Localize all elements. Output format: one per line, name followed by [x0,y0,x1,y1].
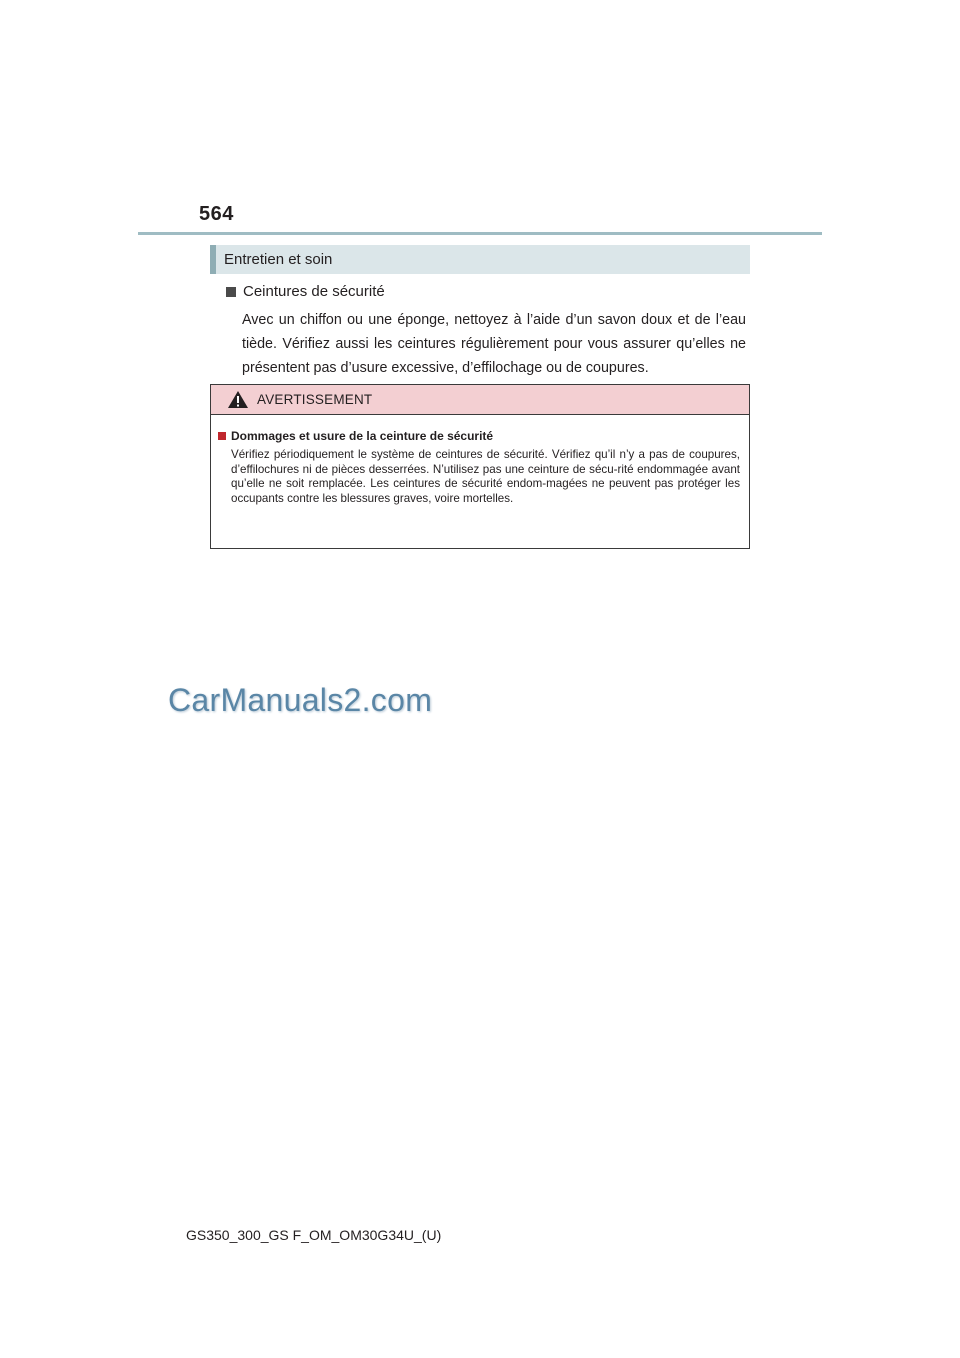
warning-triangle-icon [227,390,249,409]
subsection-seatbelts [226,283,746,380]
top-rule [138,232,822,235]
warning-label: AVERTISSEMENT [257,392,373,407]
subsection-body: Avec un chiffon ou une éponge, nettoyez à l’aide d’un savon doux et de l’eau tiède. Vérifiez aussi les ceintures régulièrement pour vous assurer qu’elles ne présentent pas d’usure excessive, d’effilochage ou de coupures. [242,312,746,376]
section-header [210,245,750,274]
subsection-title: Ceintures de sécurité [243,283,385,300]
red-square-bullet-icon [218,432,226,440]
footer-code: GS350_300_GS F_OM_OM30G34U_(U) [186,1227,442,1243]
warning-text: Vérifiez périodiquement le système de ceintures de sécurité. Vérifiez qu’il n’y a pas de coupures, d’effilochures ni de pièces desserrées. N’utilisez pas une ceinture de sécu-rité endommagée avant qu’elle ne soit remplacée. Les ceintures de sécurité endom-magées ne peuvent pas protéger les occupants contre les blessures graves, voire mortelles. [231,448,740,505]
subsection-heading [226,283,746,300]
page-number: 564 [199,203,234,225]
watermark-text: CarManuals2.com [168,682,433,718]
warning-header [211,385,749,415]
warning-heading [218,429,740,443]
warning-content [211,415,749,506]
warning-title: Dommages et usure de la ceinture de sécurité [231,429,494,443]
square-bullet-icon [226,287,236,297]
section-title: Entretien et soin [224,251,333,268]
warning-box [210,384,750,549]
